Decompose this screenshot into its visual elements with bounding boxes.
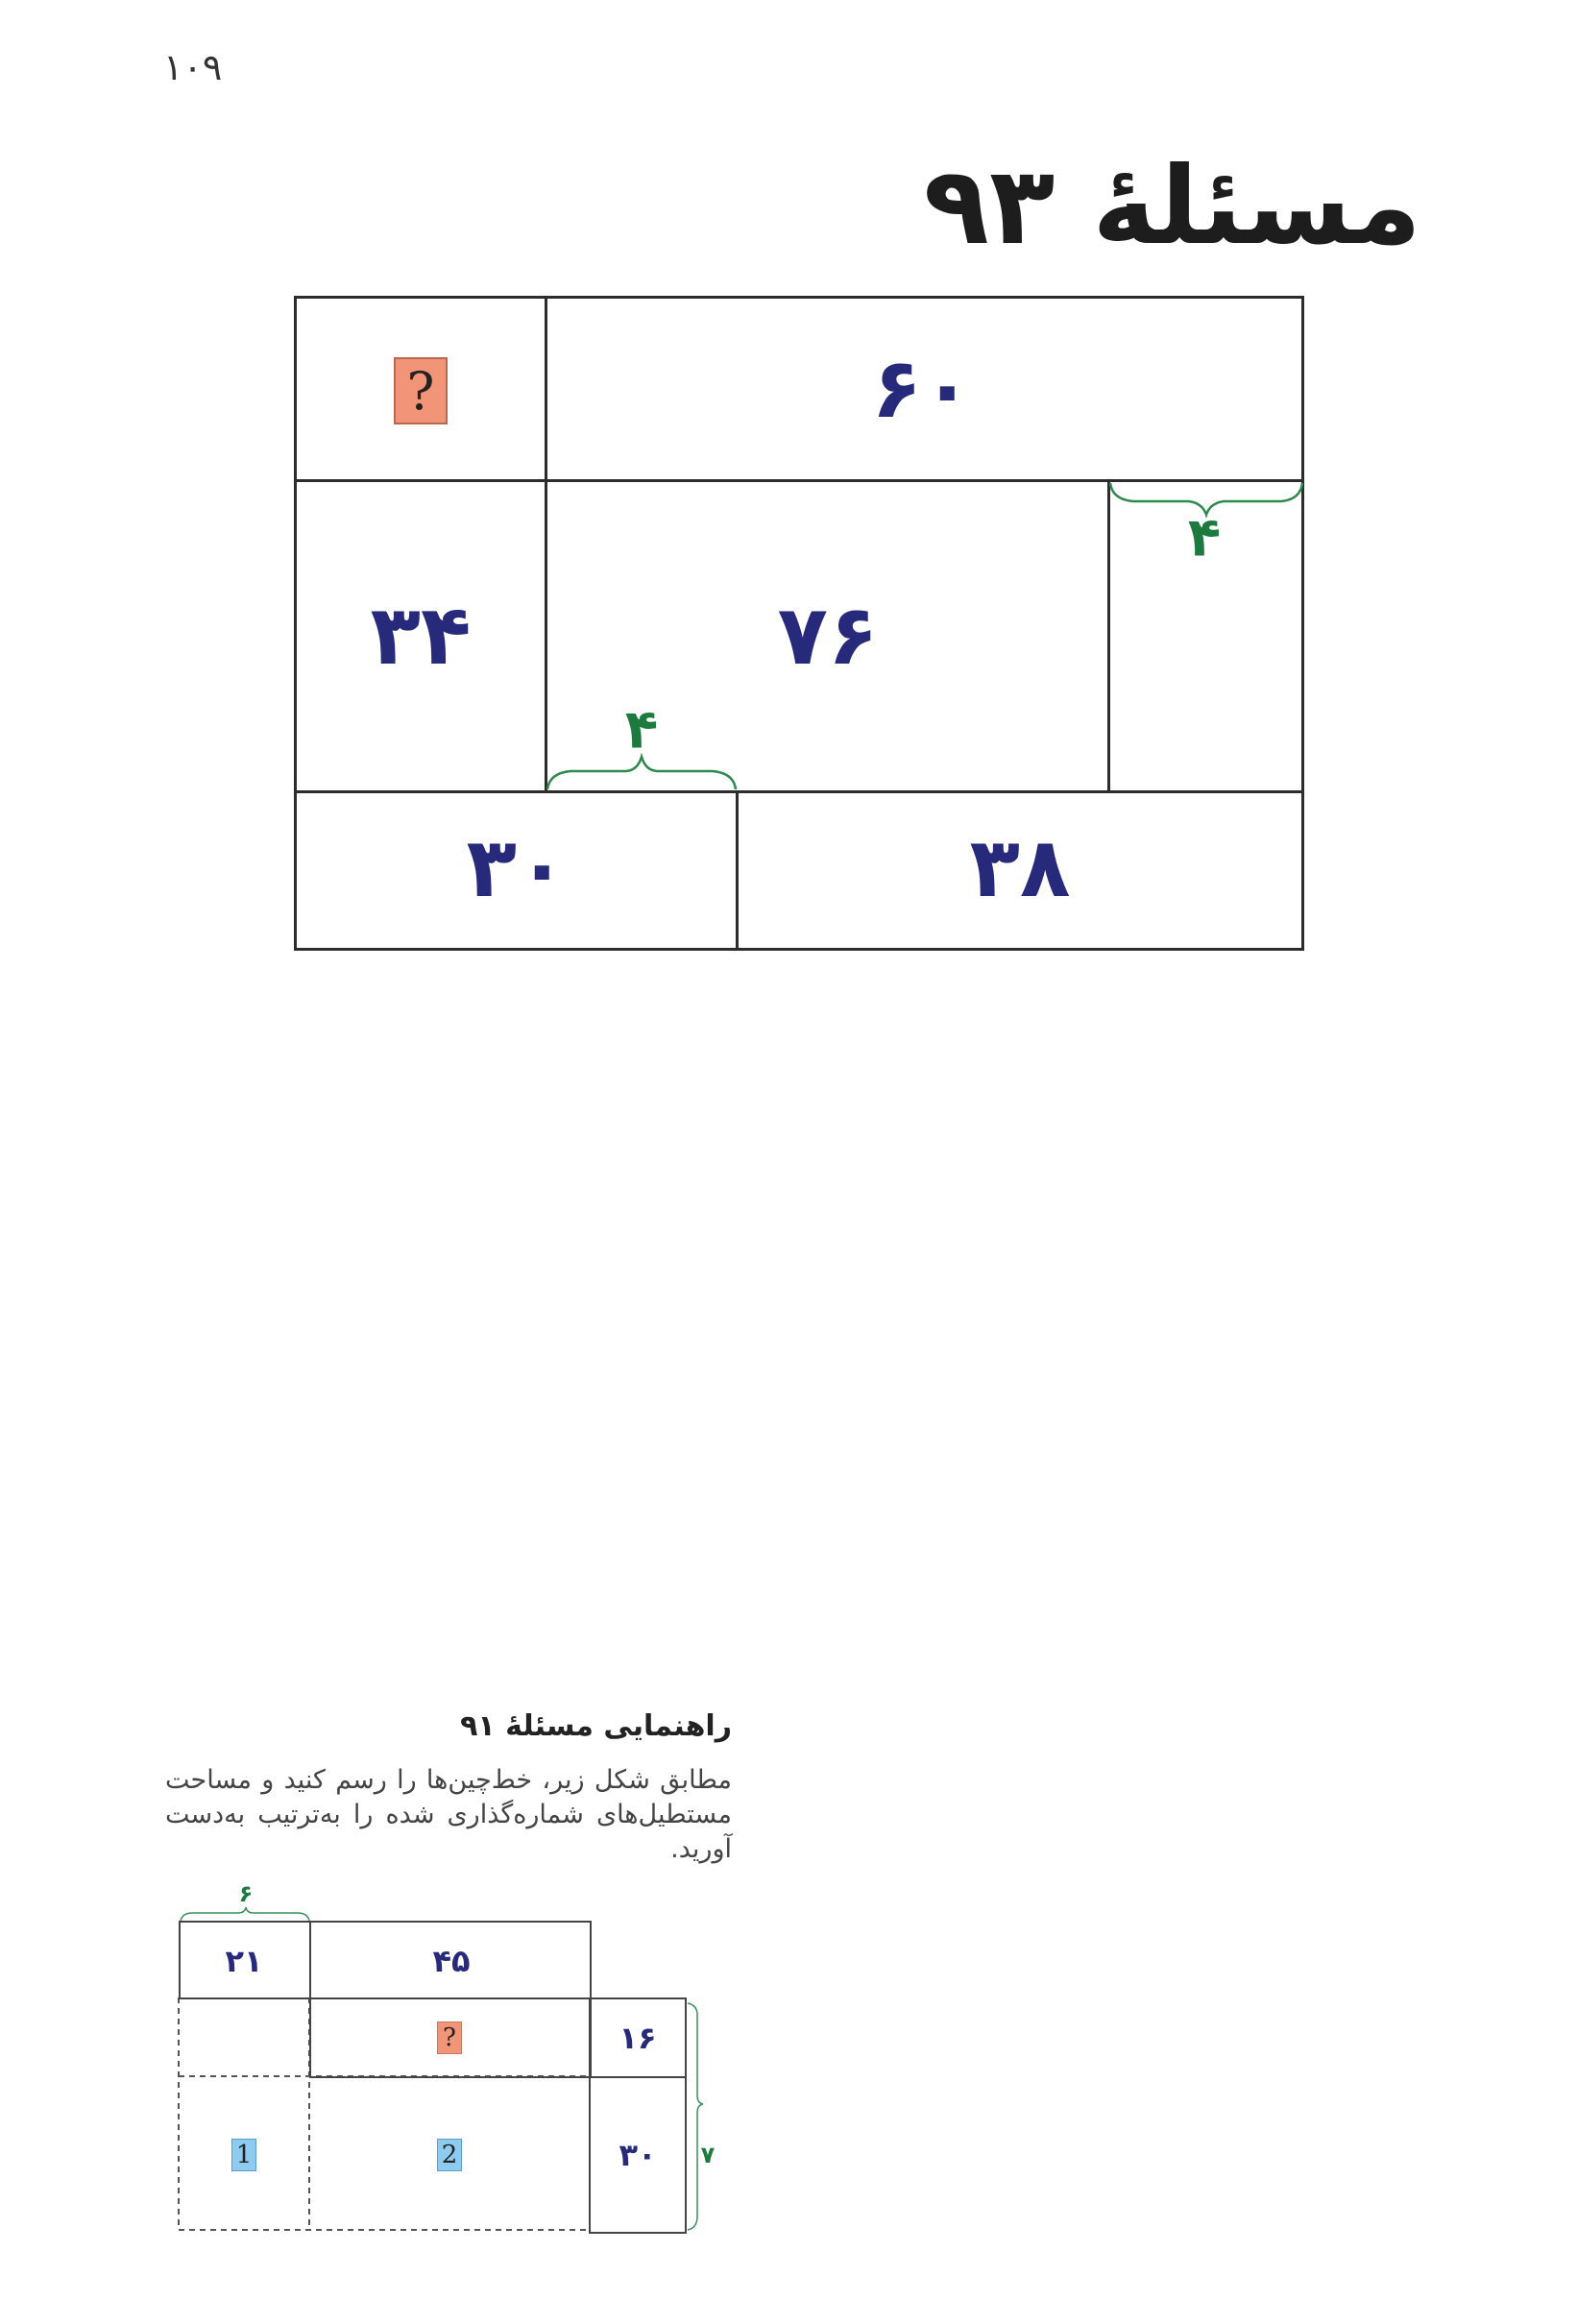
page-number: ۱۰۹	[163, 46, 223, 88]
hint-area-top-left: ۲۱	[225, 1943, 263, 1979]
hint-unknown-marker: ?	[437, 2021, 462, 2054]
hint-brace-right	[688, 2003, 703, 2230]
brace-center-bottom	[547, 757, 736, 789]
hint-length-right: ۷	[700, 2142, 716, 2168]
hint-marker-one: 1	[231, 2139, 256, 2171]
hint-title: راهنمایی مسئلهٔ ۹۱	[460, 1709, 732, 1743]
problem-title: مسئلهٔ ۹۳	[923, 144, 1421, 269]
hint-area-right-bottom: ۳۰	[619, 2137, 657, 2173]
hint-marker-two: 2	[437, 2139, 462, 2171]
area-top-right: ۶۰	[871, 341, 973, 437]
hint-brace-top	[181, 1907, 309, 1921]
length-right-top: ۴	[1187, 506, 1222, 569]
hint-text: مطابق شکل زیر، خط‌چین‌ها را رسم کنید و مساحت مستطیل‌های شماره‌گذاری شده را به‌ترتیب به‌دست آورید.	[165, 1765, 732, 1864]
hint-area-right-middle: ۱۶	[619, 2020, 657, 2056]
length-center-bottom: ۴	[624, 698, 659, 762]
hint-area-top-center: ۴۵	[432, 1943, 471, 1979]
area-bottom-left: ۳۰	[466, 820, 568, 916]
unknown-area-marker: ?	[394, 357, 448, 424]
area-middle-left: ۳۴	[370, 588, 472, 684]
brace-lines	[0, 0, 1577, 1056]
area-middle-center: ۷۶	[777, 588, 879, 684]
hint-length-top: ۶	[238, 1880, 254, 1907]
area-bottom-right: ۳۸	[969, 820, 1071, 916]
